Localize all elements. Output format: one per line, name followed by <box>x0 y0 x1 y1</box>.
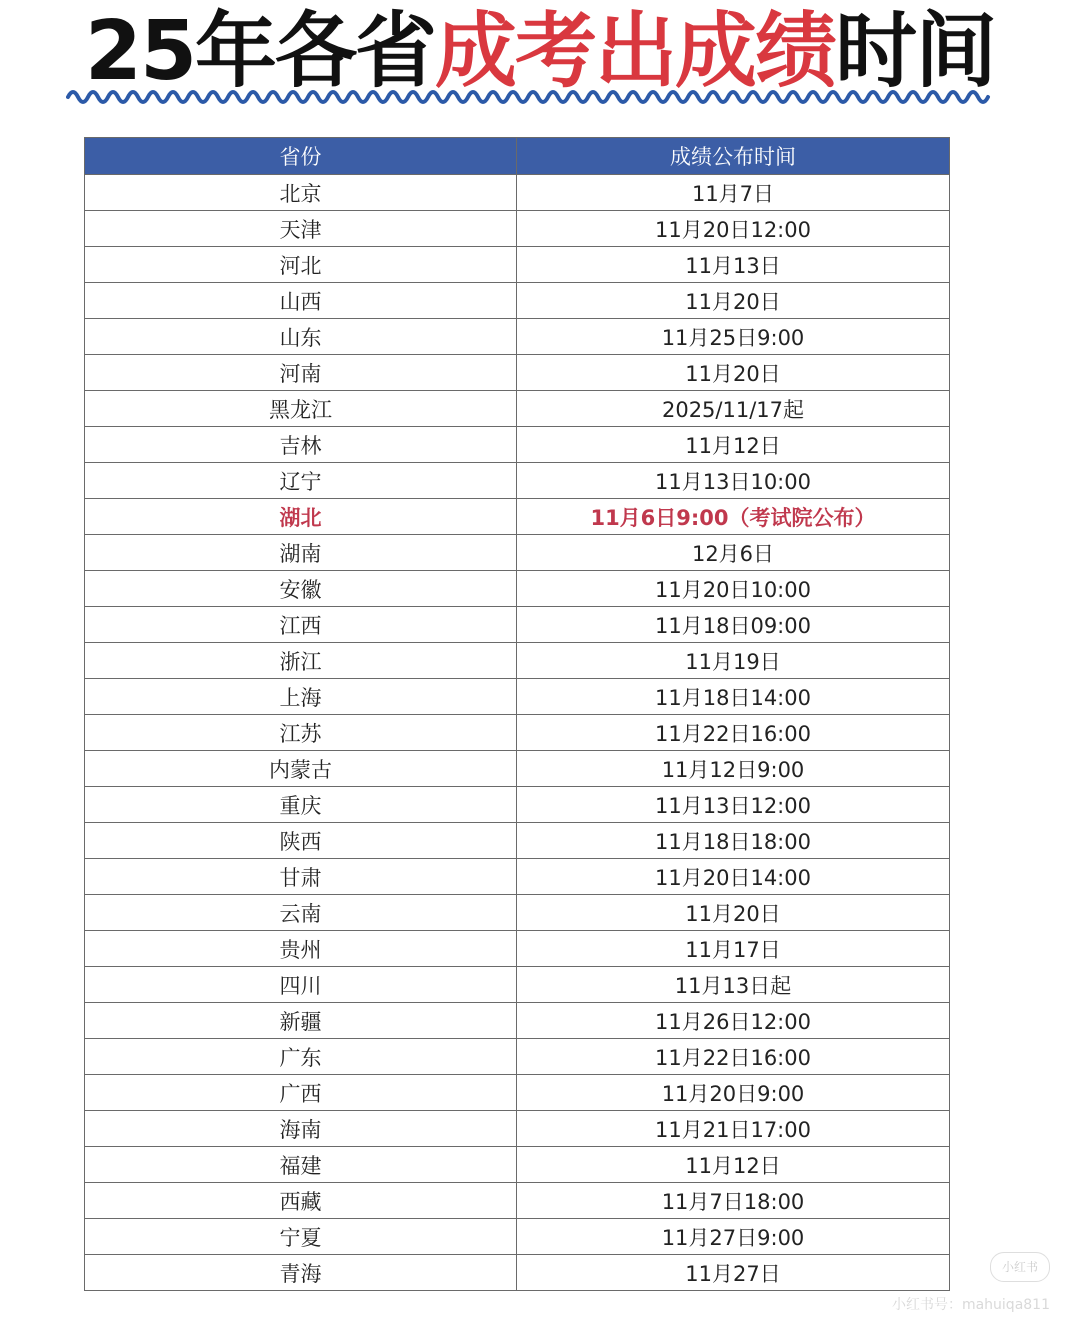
table-header-row <box>85 138 950 175</box>
cell-release-time: 11月18日14:00 <box>517 679 950 715</box>
cell-province: 湖南 <box>85 535 517 571</box>
cell-release-time: 11月18日18:00 <box>517 823 950 859</box>
cell-province: 重庆 <box>85 787 517 823</box>
cell-release-time: 11月12日 <box>517 1147 950 1183</box>
header-release-time: 成绩公布时间 <box>517 138 950 175</box>
cell-release-time: 11月13日10:00 <box>517 463 950 499</box>
cell-province: 甘肃 <box>85 859 517 895</box>
table-row <box>85 391 950 427</box>
table-row <box>85 751 950 787</box>
cell-release-time: 11月20日 <box>517 355 950 391</box>
cell-province: 山东 <box>85 319 517 355</box>
cell-release-time: 11月13日12:00 <box>517 787 950 823</box>
table-row <box>85 283 950 319</box>
cell-province: 天津 <box>85 211 517 247</box>
cell-release-time: 2025/11/17起 <box>517 391 950 427</box>
table-row <box>85 1183 950 1219</box>
header-province: 省份 <box>85 138 517 175</box>
table-row <box>85 319 950 355</box>
cell-release-time: 11月26日12:00 <box>517 1003 950 1039</box>
cell-release-time: 11月20日12:00 <box>517 211 950 247</box>
cell-province: 吉林 <box>85 427 517 463</box>
cell-release-time: 11月20日9:00 <box>517 1075 950 1111</box>
cell-release-time: 11月20日 <box>517 283 950 319</box>
table-row <box>85 967 950 1003</box>
table-row <box>85 355 950 391</box>
cell-release-time: 11月21日17:00 <box>517 1111 950 1147</box>
table-row <box>85 715 950 751</box>
cell-release-time: 11月19日 <box>517 643 950 679</box>
page-title <box>0 2 1080 102</box>
cell-release-time: 11月20日 <box>517 895 950 931</box>
cell-province: 新疆 <box>85 1003 517 1039</box>
cell-release-time: 11月22日16:00 <box>517 715 950 751</box>
cell-release-time: 11月17日 <box>517 931 950 967</box>
table-row <box>85 1255 950 1291</box>
cell-release-time: 11月22日16:00 <box>517 1039 950 1075</box>
cell-province: 广西 <box>85 1075 517 1111</box>
cell-province: 陕西 <box>85 823 517 859</box>
cell-province: 辽宁 <box>85 463 517 499</box>
table-row <box>85 787 950 823</box>
cell-release-time: 11月6日9:00（考试院公布） <box>517 499 950 535</box>
table-row <box>85 859 950 895</box>
table-row <box>85 427 950 463</box>
table-row <box>85 499 950 535</box>
cell-province: 内蒙古 <box>85 751 517 787</box>
cell-province: 青海 <box>85 1255 517 1291</box>
cell-release-time: 11月12日9:00 <box>517 751 950 787</box>
table-row <box>85 175 950 211</box>
table-row <box>85 463 950 499</box>
table-row <box>85 895 950 931</box>
table-row <box>85 1075 950 1111</box>
cell-release-time: 12月6日 <box>517 535 950 571</box>
cell-province: 宁夏 <box>85 1219 517 1255</box>
title-part-year-provinces: 25年各省 <box>84 4 436 99</box>
cell-province: 山西 <box>85 283 517 319</box>
cell-province: 浙江 <box>85 643 517 679</box>
table-row <box>85 1147 950 1183</box>
cell-release-time: 11月27日9:00 <box>517 1219 950 1255</box>
cell-release-time: 11月20日14:00 <box>517 859 950 895</box>
table-row <box>85 607 950 643</box>
watermark-text: 小红书号：mahuiqa811 <box>891 1297 1050 1313</box>
table-row <box>85 571 950 607</box>
cell-province: 上海 <box>85 679 517 715</box>
table-row <box>85 1111 950 1147</box>
table-row <box>85 679 950 715</box>
table-row <box>85 247 950 283</box>
table-row <box>85 931 950 967</box>
table-row <box>85 1039 950 1075</box>
cell-province: 西藏 <box>85 1183 517 1219</box>
cell-province: 福建 <box>85 1147 517 1183</box>
cell-province: 江苏 <box>85 715 517 751</box>
cell-province: 湖北 <box>85 499 517 535</box>
table-row <box>85 823 950 859</box>
cell-release-time: 11月13日起 <box>517 967 950 1003</box>
cell-province: 广东 <box>85 1039 517 1075</box>
cell-province: 贵州 <box>85 931 517 967</box>
table-row <box>85 643 950 679</box>
table-row <box>85 1219 950 1255</box>
wave-divider <box>66 88 998 106</box>
cell-province: 江西 <box>85 607 517 643</box>
title-part-highlight: 成考出成绩 <box>435 4 836 99</box>
cell-release-time: 11月7日 <box>517 175 950 211</box>
cell-release-time: 11月7日18:00 <box>517 1183 950 1219</box>
table-row <box>85 535 950 571</box>
cell-province: 黑龙江 <box>85 391 517 427</box>
cell-province: 海南 <box>85 1111 517 1147</box>
title-part-time: 时间 <box>835 4 996 99</box>
cell-province: 北京 <box>85 175 517 211</box>
cell-province: 河北 <box>85 247 517 283</box>
watermark-badge: 小红书 <box>990 1252 1050 1282</box>
cell-release-time: 11月27日 <box>517 1255 950 1291</box>
cell-province: 四川 <box>85 967 517 1003</box>
cell-release-time: 11月12日 <box>517 427 950 463</box>
cell-release-time: 11月18日09:00 <box>517 607 950 643</box>
table-row <box>85 1003 950 1039</box>
cell-release-time: 11月25日9:00 <box>517 319 950 355</box>
cell-release-time: 11月13日 <box>517 247 950 283</box>
cell-province: 安徽 <box>85 571 517 607</box>
cell-province: 云南 <box>85 895 517 931</box>
table-row <box>85 211 950 247</box>
cell-release-time: 11月20日10:00 <box>517 571 950 607</box>
scores-table <box>84 137 950 1291</box>
cell-province: 河南 <box>85 355 517 391</box>
